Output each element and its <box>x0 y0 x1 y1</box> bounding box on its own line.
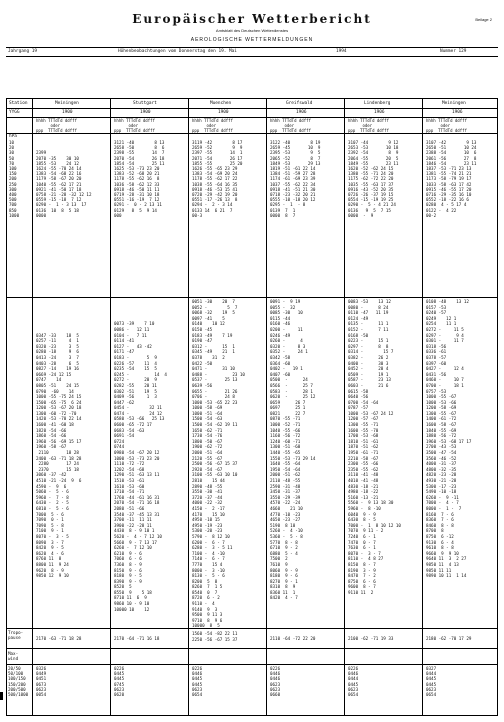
column-code-header: hhhh TTTdTd ddfff oder ppp TTTdTd ddfff <box>36 118 77 133</box>
station-label: Station <box>9 101 28 106</box>
station-standard-levels: 3107 -42 9 13 2650 -51 10 24 2388 -54 10 6 2061 -56 27 8 1846 -54 23 11 1837 -53 -71 23 13 1381 -55 -74 21 21 1173 -58 -79 19 17 1033 -58 -63 17 42 0915 -46 -55 17 20 0716 -29 -35 16 10 0552 -18 -22 16 6 0280 4 - 5 17 4 0122 - 4 22 00-2 <box>426 140 477 218</box>
tropopause-value: 2170 -63 -71 18 28 <box>36 636 82 641</box>
column-code-header: hhhh TTTdTd ddfff oder ppp TTTdTd ddfff <box>270 118 311 133</box>
column-divider <box>110 98 111 716</box>
station-significant-levels: 0083 -53 13 12 0080 - 8 24 0110 -47 11 19 0124 -49 0135 - 11 1 0152 - 7 11 0168 -50 0223 - 15 1 0297 - 8 8 0314 - 15 7 0382 - 26 2 0400 - 30 3 0452 - 20 4 0509 - 19 1 0587 - 23 13 0603 - 21 6 0615 -58 0640 -56 0700 -54 -64 0787 -57 1000 -53 -67 24 12 1200 -57 -67 1300 -55 -71 1600 -55 -70 1700 -53 -68 1810 -51 -61 1870 -51 -62 1950 -61 -71 2210 -58 -67 2300 -55 -66 2350 -55 -62 3110 -41 -48 4010 -41 -48 4830 -18 -21 4980 -18 -22 5160 -13 -21 5560 - 9 13 18 30 5960 - 8 -10 6040 9 - 9 6430 8 - 5 7000 - 1 8 10 12 10 7070 9 11 - 2 7240 6 - 1 7470 0 - 7 7630 6 - 1 8070 - 3 - 7 8110 - 4 8 27 8150 8 - 7 8190 3 - 9 8470 7 - 2 8750 6 - 6 9600 8 - 7 9110 11 2 <box>348 299 401 595</box>
station-standard-levels: 3119 -42 8 17 2659 -52 9 9 2397 -55 14 1 2071 -54 26 17 1855 -55 25 20 1626 -55 -65 23 29 1383 -54 -69 20 24 1178 -55 -62 17 22 1038 -55 -64 16 35 0918 -46 -53 15 41 0720 -29 -42 19 20 0551 -17 -26 13 8 0294 - 2 - 3 14 0133 14 6 21 7 00-3 <box>192 140 243 218</box>
maxwind-values: 0326 0449 0451 0673 0623 0054 <box>36 666 47 698</box>
tropopause-value: 2110 -64 -72 22 20 <box>270 636 316 641</box>
section-title: AEROLOGISCHE WETTERMELDUNGEN <box>190 37 314 43</box>
table-rule <box>6 664 498 665</box>
column-divider <box>422 98 423 716</box>
station-name: Muenchen <box>210 101 232 106</box>
table-rule <box>6 133 498 134</box>
column-code-header: hhhh TTTdTd ddfff oder ppp TTTdTd ddfff <box>114 118 155 133</box>
hpa-label: hPa <box>9 134 17 139</box>
maxwind-values: 0226 0445 0445 0745 0623 0620 <box>114 666 125 698</box>
observation-date: Höhenbeobachtungen vom Donnerstag den 19. Mai <box>118 49 237 54</box>
pressure-levels: 10 20 30 50 70 100 150 200 250 300 400 500 700 850 1000 <box>9 140 20 218</box>
yygg-label: YYGG <box>9 110 20 115</box>
jahrgang-label: Jahrgang 19 <box>8 49 38 54</box>
wind-layer-labels: 20/50 50/100 100/150 150/200 200/500 500/1000 <box>8 666 29 698</box>
tropopause-value: 1560 -54 -82 22 11 2250 -56 -67 15 37 <box>192 631 238 642</box>
tropopause-label: Tropo- pause <box>8 630 24 641</box>
station-standard-levels: 2399 2070 -35 30 10 1855 -53 24 12 1624 -55 -70 24 14 1383 -54 -68 22 16 1179 -58 -67 20 20 1040 -55 -62 17 21 0921 -41 -50 17 18 0758 -21 -28 -32 12 12 0559 -15 -18 7 12 0290 - 1 - 3 13 17 0136 10 8 5 18 0000 <box>36 150 92 218</box>
station-name: Lindenberg <box>364 101 391 106</box>
table-rule <box>6 628 498 629</box>
maxwind-values: 0226 0446 0445 0445 0623 0654 <box>192 666 203 698</box>
column-divider <box>344 98 345 716</box>
table-rule <box>6 297 498 298</box>
observation-time: 1900 <box>62 110 73 115</box>
column-code-header: hhhh TTTdTd ddfff oder ppp TTTdTd ddfff <box>192 118 233 133</box>
header-rule-top <box>6 47 498 48</box>
maxwind-values: 0226 0446 0446 0623 0623 0660 <box>270 666 281 698</box>
binding-mark <box>0 692 3 700</box>
observation-time: 1906 <box>374 110 385 115</box>
station-significant-levels: 0091 - 9 19 0055 - 32 0085 -30 10 0115 -44 0160 -46 0200 - 11 0246 -49 0260 - 4 0320 - 8 3 0352 - 24 1 0342 -58 0364 -60 0402 - 19 1 0407 -60 0500 - 24 0566 - 25 7 0583 - 28 1 0620 - 25 12 0659 26 7 0697 25 1 0821 22 7 0870 -55 -71 1000 -52 -71 1040 -55 -66 1160 -56 -72 1240 -60 -71 1300 -51 -60 1440 -55 -65 1550 -53 -73 29 14 1640 -55 -64 1950 -54 -64 2000 -51 -62 2110 -48 -55 2590 -31 -48 3450 -31 -37 3550 -29 -39 4570 -22 -24 4660 21 10 4770 -10 -23 4650 -23 -27 5190 8 10 5260 - 4 -10 5360 - 5 - 8 5770 8 - 8 6710 9 - 2 6880 5 - 4 7500 2 7610 9 8060 9 - 9 8180 9 - 6 8270 9 - 1 8310 8 9 8360 11 1 8420 4 - 7 <box>270 299 316 601</box>
observation-time: 1900 <box>140 110 151 115</box>
table-rule <box>6 117 498 118</box>
station-significant-levels: 0073 -39 7 10 0086 - 12 11 0104 - 7 11 0114 -41 0127 - 43 -42 0171 -47 0183 - 5 9 0226 -57 11 4 0235 -54 15 5 0245 - 14 4 0272 - 20 9 0282 -55 20 11 0302 -51 19 5 0409 -56 1 3 0447 -62 0454 - 32 11 0474 - 24 12 0580 -53 -66 25 13 0600 -65 -72 17 0683 -54 -63 0691 -54 0724 0744 0980 -54 -67 20 12 1000 -53 -73 23 20 1110 -72 -72 1202 -54 -68 1290 -51 -63 13 11 1510 -53 -61 1610 -53 -60 1710 -54 -71 1760 -44 -61 16 31 2070 -54 -71 16 18 2080 -51 -66 3540 -37 -45 13 31 3700 -11 11 11 3900 -22 -28 11 4430 8 - 9 10 1 5620 - 4 - 7 12 10 5660 9 - 7 13 17 6260 - 7 12 10 6210 9 - 6 7060 6 - 6 7360 8 - 9 8150 9 - 6 8180 9 - 5 8390 9 - 9 8520 5 8550 9 5 18 8710 11 6 9 9860 10 - 9 10 10000 10 12 <box>114 321 167 612</box>
tropopause-value: 2100 -62 -71 19 33 <box>348 636 394 641</box>
station-name: Meiningen <box>55 101 79 106</box>
maxwind-values: 0327 0444 0445 0445 0623 0654 <box>426 666 437 698</box>
column-divider <box>266 98 267 716</box>
beilage-label: Beilage 2 <box>475 17 492 22</box>
observation-time: 1906 <box>296 110 307 115</box>
column-code-header: hhhh TTTdTd ddfff oder ppp TTTdTd ddfff <box>426 118 467 133</box>
page-title: Europäischer Wetterbericht <box>132 12 372 26</box>
table-rule <box>6 648 498 649</box>
tropopause-value: 2180 -62 -70 17 29 <box>426 636 472 641</box>
station-standard-levels: 3121 -40 8 13 2658 -50 8 6 2398 -55 14 7 2070 -54 26 18 1854 -54 25 11 1625 -53 -73 23 20 1383 -52 -68 20 21 1178 -55 -62 16 8 1036 -58 -62 12 33 0918 -46 -50 11 11 0719 -28 -31 10 18 0551 -16 -19 7 12 0291 - 0 - 2 13 11 0129 8 5 9 14 000 <box>114 140 165 218</box>
page-subtitle: Amtsblatt des Deutschen Wetterdienstes <box>215 28 289 33</box>
station-significant-levels: 0347 -33 18 5 0257 -11 4 1 0320 -23 3 5 0280 -18 9 6 0413 -24 3 7 0403 -28 6 5 0827 -14 19 16 0669 -24 12 15 0747 14 0805 -51 24 15 0790 -60 14 1000 -55 -75 24 15 1500 -65 -75 6 24 1200 -53 -67 20 18 1300 -60 -72 -70 1420 -53 -70 22 14 1600 -41 -60 18 1820 -54 -66 1860 -54 -66 1960 -56 -69 15 17 1960 -58 -67 2110 18 28 2400 -63 -71 18 28 2280 17 24 2370 15 18 3060 -37 -42 4510 -21 -24 9 6 4590 - 9 6 5060 - 5 - 6 5960 - 7 - 8 6430 - 2 - 5 6810 - 5 - 6 7000 5 - 6 7090 0 - 1 7090 5 - 8 7100 9 - 1 8070 - 3 - 5 8090 3 - 7 8420 9 - 5 8620 4 - 6 8760 11 8 8800 11 9 24 9620 8 - 9 9850 12 9 10 <box>36 332 82 579</box>
station-name: Greifswald <box>286 101 313 106</box>
maxwind-values: 0226 0446 0444 0445 0623 0654 <box>348 666 359 698</box>
station-standard-levels: 3107 -44 9 12 2653 -53 10 18 2392 -54 8 9 2064 -55 20 5 1849 -55 23 11 1620 -52 -62 24 15 1380 -55 -71 24 20 1175 -62 -72 22 20 1035 -55 -63 17 37 0916 -43 -52 20 35 0726 -26 -37 19 15 0554 -15 -19 19 25 0290 - 5 - 4 21 24 0136 9 5 7 15 0000 - 9 <box>348 140 399 218</box>
table-rule <box>6 108 498 109</box>
station-name: Stuttgart <box>133 101 157 106</box>
station-significant-levels: 0051 -30 20 7 0052 - 5 7 0068 -32 19 5 0097 -41 5 0140 10 12 0150 -45 0183 -49 7 19 0190 -47 0312 - 15 1 0345 -49 21 1 0378 31 2 0422 -50 0471 - 31 10 0488 - 23 10 0537 - 25 13 0639 -56 0655 - 21 26 0706 - 24 8 1000 -53 -65 22 23 1000 -58 -69 1000 -51 -64 1500 -54 -63 1500 -54 -62 19 11 1650 -62 -71 1730 -54 -76 1800 -50 -67 1900 -62 -72 2000 -51 -64 2120 -55 -67 2500 -56 -67 15 37 2920 -54 -67 3100 -55 -63 10 10 2810 15 44 2890 -48 -55 3550 -30 -41 3720 -37 -44 4000 -22 -32 4150 - 2 -17 4170 15 10 4950 -10 15 4950 -19 -23 5300 -20 -23 5790 - 8 12 10 6200 - 6 - 7 6280 - 3 - 5 11 7100 - 4 -10 7140 - 6 - 7 7770 15 4 8000 - 3 -10 8130 - 5 - 6 8200 5 8 8260 7 1 5 8540 0 7 8720 6 - 2 9110 - 4 9140 9 3 9500 9 11 3 9710 8 9 6 10000 8 5 <box>192 299 245 629</box>
observation-time: 1906 <box>452 110 463 115</box>
issue-number: Nummer 129 <box>440 49 467 54</box>
header-rule-bottom <box>6 56 498 57</box>
observation-time: 1900 <box>218 110 229 115</box>
maxwind-label: Max- wind <box>8 651 19 662</box>
year-label: 1994 <box>336 49 347 54</box>
tropopause-value: 2170 -64 -71 16 18 <box>114 636 160 641</box>
station-name: Meiningen <box>442 101 466 106</box>
column-divider <box>32 98 33 716</box>
station-significant-levels: 0108 -48 13 12 0157 -53 0240 -57 0249 12 1 0254 11 1 0272 - 11 5 0297 - 9 4 0301 - 11 7 0318 -56 0336 -61 0378 -57 0397 -60 0427 - 12 4 0431 -56 0460 - 10 7 0700 - 18 1 0757 -53 1000 -55 -67 1000 -53 -66 1200 -58 -69 1300 -55 -67 1400 -61 -72 1600 -58 -67 1840 -55 -69 1880 -56 -72 1960 -53 -68 17 17 2700 -43 -53 3500 -47 -54 3560 -46 -52 4000 -31 -37 4800 -32 -35 4820 -23 -28 4930 -21 -28 5300 -17 -23 5490 -10 -18 6260 - 9 -11 7000 - 4 - 7 8000 - 1 - 7 8160 7 - 6 8360 7 - 6 8460 8 - 8 8700 8 8750 6 -12 9130 6 - 4 9610 8 - 8 9660 9 9 10 9640 11 3 2 27 9850 11 4 13 9850 11 11 9890 10 11 1 14 <box>426 299 472 579</box>
station-standard-levels: 3122 -40 8 19 2659 -45 10 9 2395 -53 9 5 2065 -52 8 7 1849 -53 29 13 1819 -51 -61 22 14 1384 -51 -59 27 28 1174 -61 -69 23 39 1037 -55 -62 22 34 0918 -41 -51 21 30 0718 -23 -32 20 21 0555 -10 -18 20 12 0295 - 1 - 8 0139 7 1 0000 8 7 <box>270 140 321 218</box>
column-code-header: hhhh TTTdTd ddfff oder ppp TTTdTd ddfff <box>348 118 389 133</box>
column-divider <box>188 98 189 716</box>
